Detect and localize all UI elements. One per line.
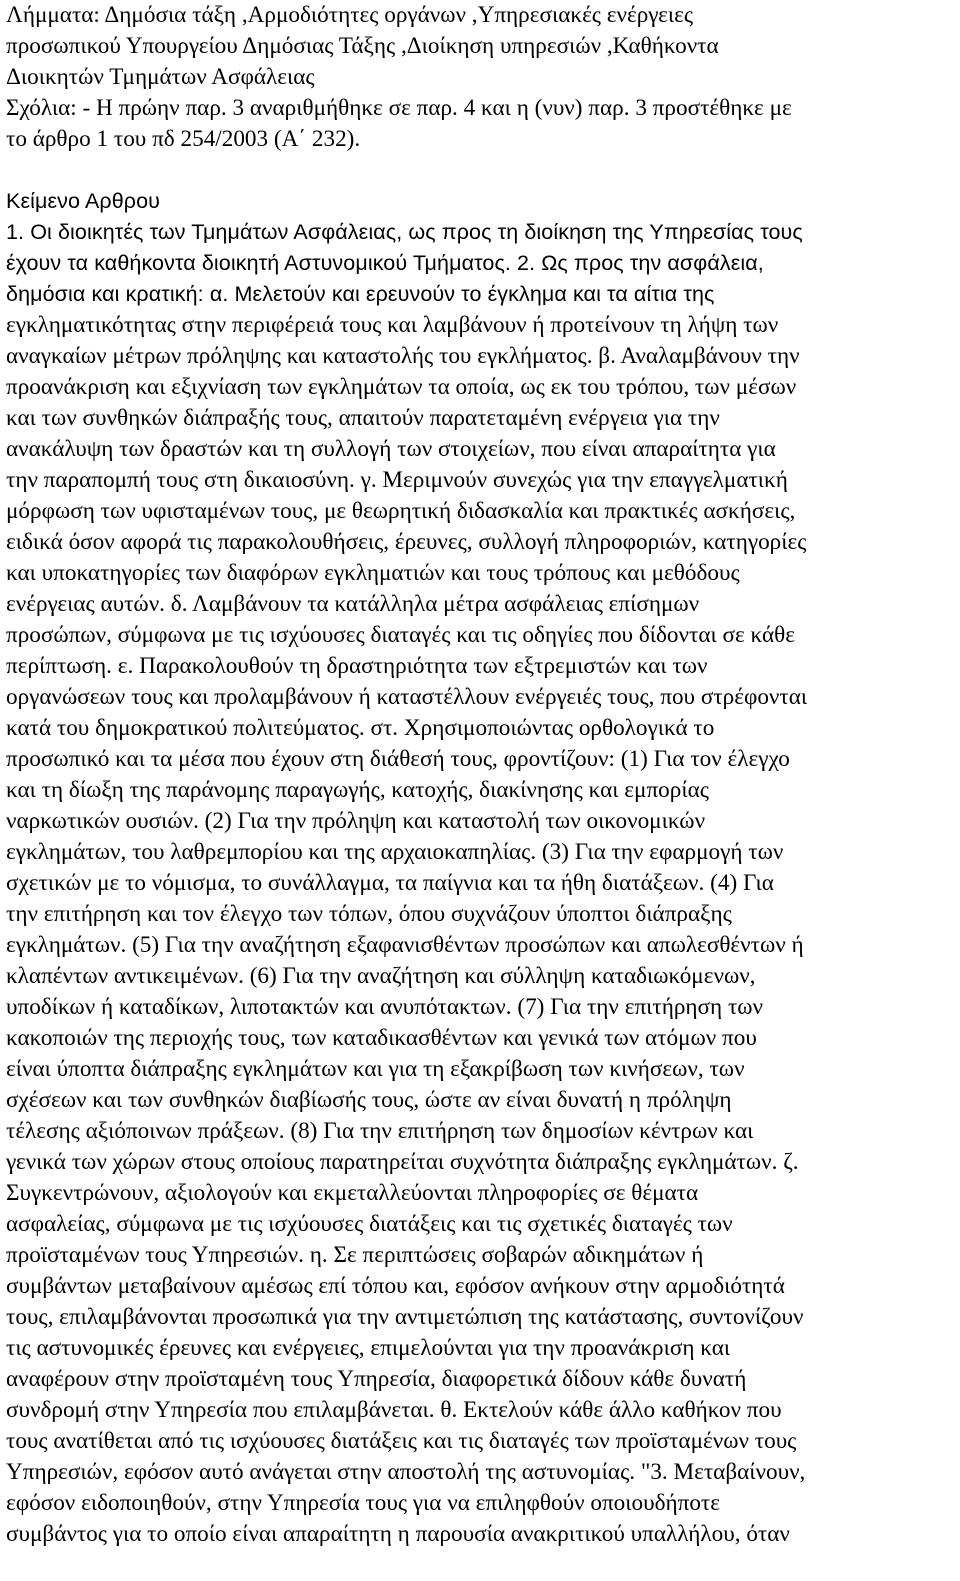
article-line: εγκλημάτων, του λαθρεμπορίου και της αρχαιοκαπηλίας. (3) Για την εφαρμογή των <box>6 839 784 865</box>
article-line: έχουν τα καθήκοντα διοικητή Αστυνομικού Τμήματος. 2. Ως προς την ασφάλεια, <box>6 251 764 275</box>
article-line: προανάκριση και εξιχνίαση των εγκλημάτων τα οποία, ως εκ του τρόπου, των μέσων <box>6 374 797 400</box>
article-line: μόρφωση των υφισταμένων τους, με θεωρητική διδασκαλία και πρακτικές ασκήσεις, <box>6 498 796 524</box>
article-line: κλαπέντων αντικειμένων. (6) Για την αναζήτηση και σύλληψη καταδιωκόμενων, <box>6 963 756 989</box>
article-text-sans <box>6 217 954 310</box>
article-line: τους, επιλαμβάνονται προσωπικά για την αντιμετώπιση της κατάστασης, συντονίζουν <box>6 1304 804 1330</box>
article-line: κακοποιών της περιοχής τους, των καταδικασθέντων και γενικά των ατόμων που <box>6 1025 757 1051</box>
comments-block <box>6 93 954 155</box>
article-line: και των συνθηκών διάπραξής τους, απαιτούν παρατεταμένη ενέργεια για την <box>6 405 720 431</box>
article-line: προϊσταμένων τους Υπηρεσιών. η. Σε περιπτώσεις σοβαρών αδικημάτων ή <box>6 1242 704 1268</box>
article-line: τους ανατίθεται από τις ισχύουσες διατάξεις και τις διαταγές των προϊσταμένων τους <box>6 1428 797 1454</box>
article-line: κατά του δημοκρατικού πολιτεύματος. στ. Χρησιμοποιώντας ορθολογικά το <box>6 715 715 741</box>
article-line: αναγκαίων μέτρων πρόληψης και καταστολής του εγκλήματος. β. Αναλαμβάνουν την <box>6 343 800 369</box>
article-line: σχέσεων και των συνθηκών διαβίωσής τους, ώστε αν είναι δυνατή η πρόληψη <box>6 1087 732 1113</box>
article-line: είναι ύποπτα διάπραξης εγκλημάτων και για τη εξακρίβωση των κινήσεων, των <box>6 1056 745 1082</box>
article-line: περίπτωση. ε. Παρακολουθούν τη δραστηριότητα των εξτρεμιστών και των <box>6 653 708 679</box>
article-line: οργανώσεων τους και προλαμβάνουν ή καταστέλλουν ενέργειές τους, που στρέφονται <box>6 684 808 710</box>
article-line: 1. Οι διοικητές των Τμημάτων Ασφάλειας, ως προς τη διοίκηση της Υπηρεσίας τους <box>6 220 803 244</box>
spacer <box>6 155 954 186</box>
lemmata-line: Λήμματα: Δημόσια τάξη ,Αρμοδιότητες οργάνων ,Υπηρεσιακές ενέργειες <box>6 2 694 28</box>
article-line: συνδρομή στην Υπηρεσία που επιλαμβάνεται. θ. Εκτελούν κάθε άλλο καθήκον που <box>6 1397 782 1423</box>
article-heading: Κείμενο Αρθρου <box>6 189 161 213</box>
comments-line: Σχόλια: - Η πρώην παρ. 3 αναριθμήθηκε σε παρ. 4 και η (νυν) παρ. 3 προστέθηκε με <box>6 95 792 121</box>
article-line: τις αστυνομικές έρευνες και ενέργειες, επιμελούνται για την προανάκριση και <box>6 1335 731 1361</box>
article-line: συμβάντος για το οποίο είναι απαραίτητη η παρουσία ανακριτικού υπαλλήλου, όταν <box>6 1521 790 1547</box>
article-line: την παραπομπή τους στη δικαιοσύνη. γ. Μεριμνούν συνεχώς για την επαγγελματική <box>6 467 788 493</box>
article-line: δημόσια και κρατική: α. Μελετούν και ερευνούν το έγκλημα και τα αίτια της <box>6 282 715 306</box>
lemmata-line: Διοικητών Τμημάτων Ασφάλειας <box>6 64 315 90</box>
article-line: ναρκωτικών ουσιών. (2) Για την πρόληψη και καταστολή των οικονομικών <box>6 808 706 834</box>
article-line: και τη δίωξη της παράνομης παραγωγής, κατοχής, διακίνησης και εμπορίας <box>6 777 709 803</box>
article-line: σχετικών με το νόμισμα, το συνάλλαγμα, τα παίγνια και τα ήθη διατάξεων. (4) Για <box>6 870 774 896</box>
article-line: εγκληματικότητας στην περιφέρειά τους και λαμβάνουν ή προτείνουν τη λήψη των <box>6 312 779 338</box>
article-line: γενικά των χώρων στους οποίους παρατηρείται συχνότητα διάπραξης εγκλημάτων. ζ. <box>6 1149 799 1175</box>
article-line: ειδικά όσον αφορά τις παρακολουθήσεις, έρευνες, συλλογή πληροφοριών, κατηγορίες <box>6 529 807 555</box>
article-line: ασφαλείας, σύμφωνα με τις ισχύουσες διατάξεις και τις σχετικές διαταγές των <box>6 1211 733 1237</box>
article-line: Συγκεντρώνουν, αξιολογούν και εκμεταλλεύονται πληροφορίες σε θέματα <box>6 1180 699 1206</box>
article-line: τέλεσης αξιόποινων πράξεων. (8) Για την επιτήρηση των δημοσίων κέντρων και <box>6 1118 754 1144</box>
article-line: ανακάλυψη των δραστών και τη συλλογή των στοιχείων, που είναι απαραίτητα για <box>6 436 776 462</box>
article-text-serif <box>6 310 954 1550</box>
article-line: αναφέρουν στην προϊσταμένη τους Υπηρεσία, διαφορετικά δίδουν κάθε δυνατή <box>6 1366 747 1392</box>
article-line: ενέργειας αυτών. δ. Λαμβάνουν τα κατάλληλα μέτρα ασφάλειας επίσημων <box>6 591 700 617</box>
article-line: προσώπων, σύμφωνα με τις ισχύουσες διαταγές και τις οδηγίες που δίδονται σε κάθε <box>6 622 796 648</box>
article-line: συμβάντων μεταβαίνουν αμέσως επί τόπου και, εφόσον ανήκουν στην αρμοδιότητά <box>6 1273 785 1299</box>
article-line: και υποκατηγορίες των διαφόρων εγκληματιών και τους τρόπους και μεθόδους <box>6 560 740 586</box>
article-line: εγκλημάτων. (5) Για την αναζήτηση εξαφανισθέντων προσώπων και απωλεσθέντων ή <box>6 932 804 958</box>
article-heading-block <box>6 186 954 217</box>
lemmata-line: προσωπικού Υπουργείου Δημόσιας Τάξης ,Διοίκηση υπηρεσιών ,Καθήκοντα <box>6 33 719 59</box>
article-line: προσωπικό και τα μέσα που έχουν στη διάθεσή τους, φροντίζουν: (1) Για τον έλεγχο <box>6 746 790 772</box>
article-line: εφόσον ειδοποιηθούν, στην Υπηρεσία τους για να επιληφθούν οποιουδήποτε <box>6 1490 720 1516</box>
article-line: Υπηρεσιών, εφόσον αυτό ανάγεται στην αποστολή της αστυνομίας. "3. Μεταβαίνουν, <box>6 1459 806 1485</box>
comments-line: το άρθρο 1 του πδ 254/2003 (Α΄ 232). <box>6 126 361 152</box>
document-page <box>6 0 954 1550</box>
lemmata-block <box>6 0 954 93</box>
article-line: την επιτήρηση και τον έλεγχο των τόπων, όπου συχνάζουν ύποπτοι διάπραξης <box>6 901 732 927</box>
article-line: υποδίκων ή καταδίκων, λιποτακτών και ανυπότακτων. (7) Για την επιτήρηση των <box>6 994 764 1020</box>
